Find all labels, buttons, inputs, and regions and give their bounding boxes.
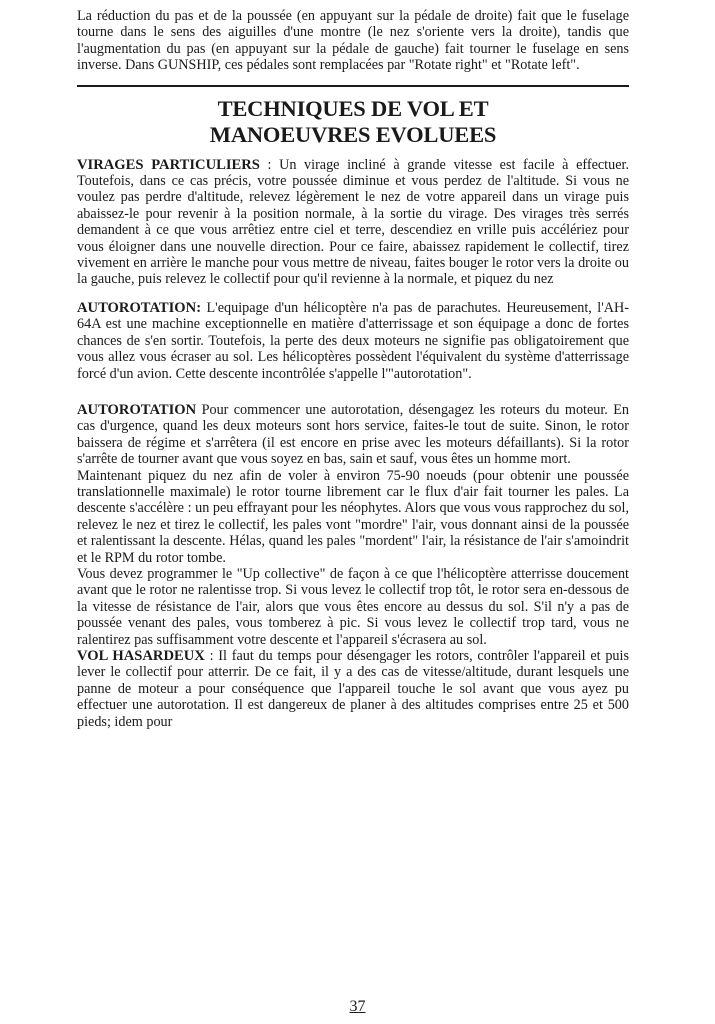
- virages-text: : Un virage incliné à grande vitesse est facile à effectuer. Toutefois, dans ce cas précis, votre poussée diminue et vous perdez de l'altitude. Si vous ne voulez pas perdre d'altitude, relevez légèrement le nez de votre appareil dans un virage puis abaissez-le pour revenir à la position normale, à la sortie du virage. Des virages très serrés demandent à ce que vous arrêtiez entre ciel et terre, descendiez en vrille puis accélériez pour vous éloigner dans une nouvelle direction. Pour ce faire, abaissez rapidement le collectif, tirez vivement en arrière le manche pour vous mettre de niveau, faites bouger le rotor vers la droite ou la gauche, puis relevez le collectif pour qu'il revienne à la normale, et piquez du nez: [77, 156, 629, 288]
- vol-hasardeux-heading: VOL HASARDEUX: [77, 648, 205, 664]
- autorotation-procedure-paragraph: [77, 402, 629, 468]
- autorotation-procedure-heading: AUTOROTATION: [77, 401, 197, 418]
- autorotation-intro-section: [77, 300, 629, 382]
- autorotation-collective-paragraph: Vous devez programmer le "Up collective" de façon à ce que l'hélicoptère atterrisse doucement avant que le rotor ne ralentisse trop. Si vous levez le collectif trop tôt, le rotor sera en-dessous de la vitesse de résistance de l'air, alors que vous êtes encore au dessus du sol. S'il n'y a pas de poussée venant des pales, vous tomberez à pic. Si vous levez le collectif trop tard, vous ne ralentirez pas suffisamment votre descente et l'appareil s'écrasera au sol.: [77, 565, 629, 648]
- vol-hasardeux-paragraph: [77, 648, 629, 730]
- virages-heading: VIRAGES PARTICULIERS: [77, 156, 260, 173]
- autorotation-procedure-text: Pour commencer une autorotation, désengagez les roteurs du moteur. En cas d'urgence, quand les deux moteurs sont hors service, faites-le tout de suite. Sinon, le rotor baissera de régime et s'arrêtera (il est encore en prise avec les moteurs défaillants). Si la rotor s'arrête de tourner avant que vous soyez en bas, sain et sauf, vous êtes un homme mort.: [77, 401, 629, 468]
- section-title-line1: TECHNIQUES DE VOL ET: [217, 95, 489, 121]
- virages-paragraph: [77, 157, 629, 288]
- autorotation-procedure-section: [77, 402, 629, 730]
- document-page: [77, 8, 629, 730]
- section-divider: [77, 85, 629, 87]
- autorotation-intro-text: L'equipage d'un hélicoptère n'a pas de parachutes. Heureusement, l'AH-64A est une machine exceptionnelle en matière d'atterrissage et son équipage a donc de fortes chances de s'en sortir. Toutefois, la perte des deux moteurs ne signifie pas obligatoirement que vous allez vous écraser au sol. Les hélicoptères possèdent l'équivalent du système d'atterrissage forcé d'un avion. Cette descente incontrôlée s'appelle l'"autorotation".: [77, 299, 629, 382]
- section-title: [77, 96, 629, 149]
- page-number: 37: [349, 998, 366, 1015]
- autorotation-intro-paragraph: [77, 300, 629, 382]
- intro-paragraph: La réduction du pas et de la poussée (en appuyant sur la pédale de droite) fait que le fuselage tourne dans le sens des aiguilles d'une montre (le nez s'oriente vers la droite), tandis que l'augmentation du pas (en appuyant sur la pédale de gauche) fait tourner le fuselage en sens inverse. Dans GUNSHIP, ces pédales sont remplacées par "Rotate right" et "Rotate left".: [77, 8, 629, 74]
- virages-section: [77, 157, 629, 288]
- autorotation-intro-heading: AUTOROTATION:: [77, 299, 202, 316]
- vol-hasardeux-text: : Il faut du temps pour désengager les rotors, contrôler l'appareil et puis lever le collectif pour atterrir. De ce fait, il y a des cas de vitesse/altitude, durant lesquels une panne de moteur a pour conséquence que l'appareil touche le sol avant que vous ayez pu effectuer une autorotation. Il est dangereux de planer à des altitudes comprises entre 25 et 500 pieds; idem pour: [77, 648, 629, 730]
- section-title-line2: MANOEUVRES EVOLUEES: [209, 122, 497, 148]
- autorotation-descent-paragraph: Maintenant piquez du nez afin de voler à environ 75-90 noeuds (pour obtenir une poussée translationnelle maximale) le rotor tourne librement car le flux d'air fait tourner les pales. La descente s'accélère : un peu effrayant pour les néophytes. Alors que vous vous rapprochez du sol, relevez le nez et tirez le collectif, les pales vont "mordre" l'air, vous donnant ainsi de la poussée et ralentissant la descente. Hélas, quand les pales "mordent" l'air, la résistance de l'air s'amoindrit et le RPM du rotor tombe.: [77, 467, 629, 566]
